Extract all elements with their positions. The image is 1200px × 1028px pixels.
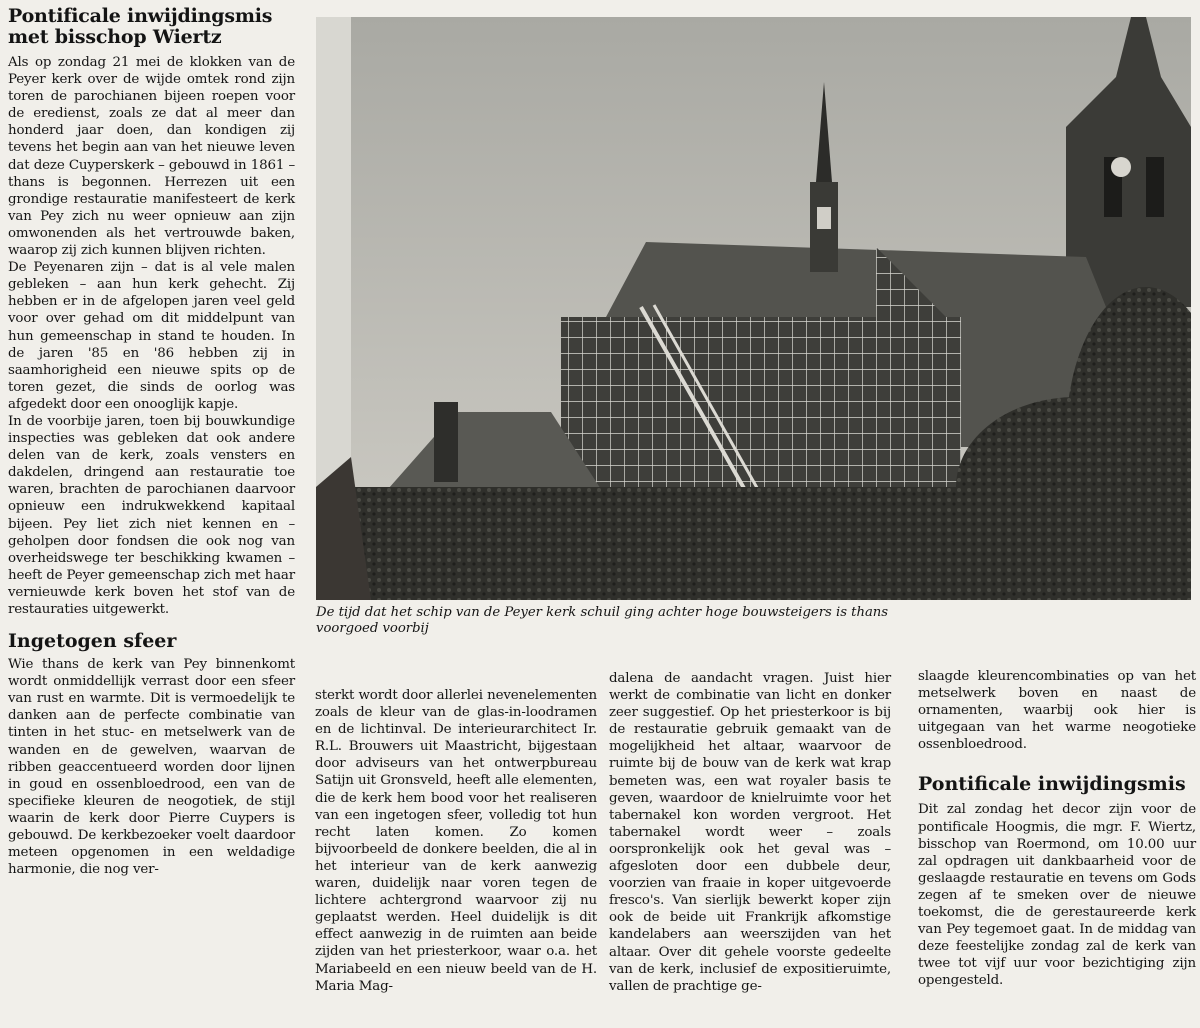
column-3 <box>609 670 891 995</box>
subheading-pontificale-inwijdingsmis: Pontificale inwijdingsmis <box>918 773 1186 796</box>
paragraph-peyenaren: De Peyenaren zijn – dat is al vele malen gebleken – aan hun kerk gehecht. Zij hebben er in de afgelopen jaren veel geld voor over gehad om dit middelpunt van hun gemeenschap in stand te houden. In de jaren '85 en '86 hebben zij in saamhorigheid een nieuwe spits op de toren gezet, die sinds de oorlog was afgedekt door een onooglijk kapje. <box>8 260 295 412</box>
paragraph-intro: Als op zondag 21 mei de klokken van de Peyer kerk over de wijde omtek rond zijn toren de parochianen bijeen roepen voor de eredienst, zoals ze dat al meer dan honderd jaar doen, dan kondigen zij tevens het begin aan van het nieuwe leven dat deze Cuyperskerk – gebouwd in 1861 – thans is begonnen. Herrezen uit een grondige restauratie manifesteert de kerk van Pey zich nu weer opnieuw aan zijn omwonenden als het vertrouwde baken, waarop zij zich kunnen blijven richten. <box>8 55 295 259</box>
column-2 <box>315 687 597 995</box>
subheading-ingetogen-sfeer: Ingetogen sfeer <box>8 630 177 653</box>
column-1 <box>8 6 295 878</box>
paragraph-inwijdingsmis: Dit zal zondag het decor zijn voor de pontificale Hoogmis, die mgr. F. Wiertz, bisschop van Roermond, om 10.00 uur zal opdragen uit dankbaarheid voor de geslaagde restauratie en tevens om Gods zegen af te smeken over de nieuwe toekomst, die de gerestaureerde kerk van Pey tegemoet gaat. In de middag van deze feestelijke zondag zal de kerk van twee tot vijf uur voor bezichtiging zijn opengesteld. <box>918 802 1196 989</box>
paragraph-col3: dalena de aandacht vragen. Juist hier werkt de combinatie van licht en donker zeer suggestief. Op het priesterkoor is bij de restauratie gebruik gemaakt van de mogelijkheid het altaar, waarvoor de ruimte bij de bouw van de kerk wat krap bemeten was, een wat royaler basis te geven, waardoor de knielruimte voor het tabernakel kon worden vergroot. Het tabernakel wordt weer – zoals oorspronkelijk ook het geval was – afgesloten door een dubbele deur, voorzien van fraaie in koper uitgevoerde fresco's. Van sierlijk bewerkt koper zijn ook de beide uit Frankrijk afkomstige kandelabers aan weerszijden van het altaar. Over dit gehele voorste gedeelte van de kerk, inclusief de expositieruimte, vallen de prachtige ge- <box>609 671 891 994</box>
article-headline: Pontificale inwijdingsmis met bisschop Wiertz <box>8 5 273 48</box>
photo-caption: De tijd dat het schip van de Peyer kerk schuil ging achter hoge bouwsteigers is thans voorgoed voorbij <box>316 605 889 636</box>
paragraph-restauratie: In de voorbije jaren, toen bij bouwkundige inspecties was gebleken dat ook andere delen van de kerk, zoals vensters en dakdelen, dringend aan restauratie toe waren, brachten de parochianen daarvoor opnieuw een indrukwekkend kapitaal bijeen. Pey liet zich niet kennen en – geholpen door fondsen die ook nog van overheidswege ter beschikking kwamen – heeft de Peyer gemeenschap zich met haar vernieuwde kerk boven het stof van de restauraties uitgewerkt. <box>8 413 295 617</box>
paragraph-sfeer: Wie thans de kerk van Pey binnenkomt wordt onmiddellijk verrast door een sfeer van rust en warmte. Dit is vermoedelijk te danken aan de perfecte combinatie van tinten in het stuc- en metselwerk van de wanden en de gewelven, waarvan de ribben geaccentueerd worden door lijnen in goud en ossenbloedrood, een van de specifieke kleuren de neogotiek, de stijl waarin de kerk door Pierre Cuypers is gebouwd. De kerkbezoeker voelt daardoor meteen opgenomen in een weldadige harmonie, die nog ver- <box>8 657 295 878</box>
church-illustration <box>316 17 1191 600</box>
paragraph-col2: sterkt wordt door allerlei nevenelementen zoals de kleur van de glas-in-loodramen en de lichtinval. De interieurarchitect Ir. R.L. Brouwers uit Maastricht, bijgestaan door adviseurs van het ontwerpbureau Satijn uit Gronsveld, heeft alle elementen, die de kerk hem bood voor het realiseren van een ingetogen sfeer, volledig tot hun recht laten komen. Zo komen bijvoorbeeld de donkere beelden, die al in het interieur van de kerk aanwezig waren, duidelijk naar voren tegen de lichtere achtergrond waarvoor zij nu geplaatst werden. Heel duidelijk is dit effect aanwezig in de ruimten aan beide zijden van het priesterkoor, waar o.a. het Mariabeeld en een nieuw beeld van de H. Maria Mag- <box>315 688 597 994</box>
column-4 <box>918 668 1196 990</box>
church-photo <box>316 17 1191 600</box>
paragraph-col4: slaagde kleurencombinaties op van het metselwerk boven en naast de ornamenten, waarbij ook hier is uitgegaan van het warme neogotieke ossenbloedrood. <box>918 669 1196 753</box>
